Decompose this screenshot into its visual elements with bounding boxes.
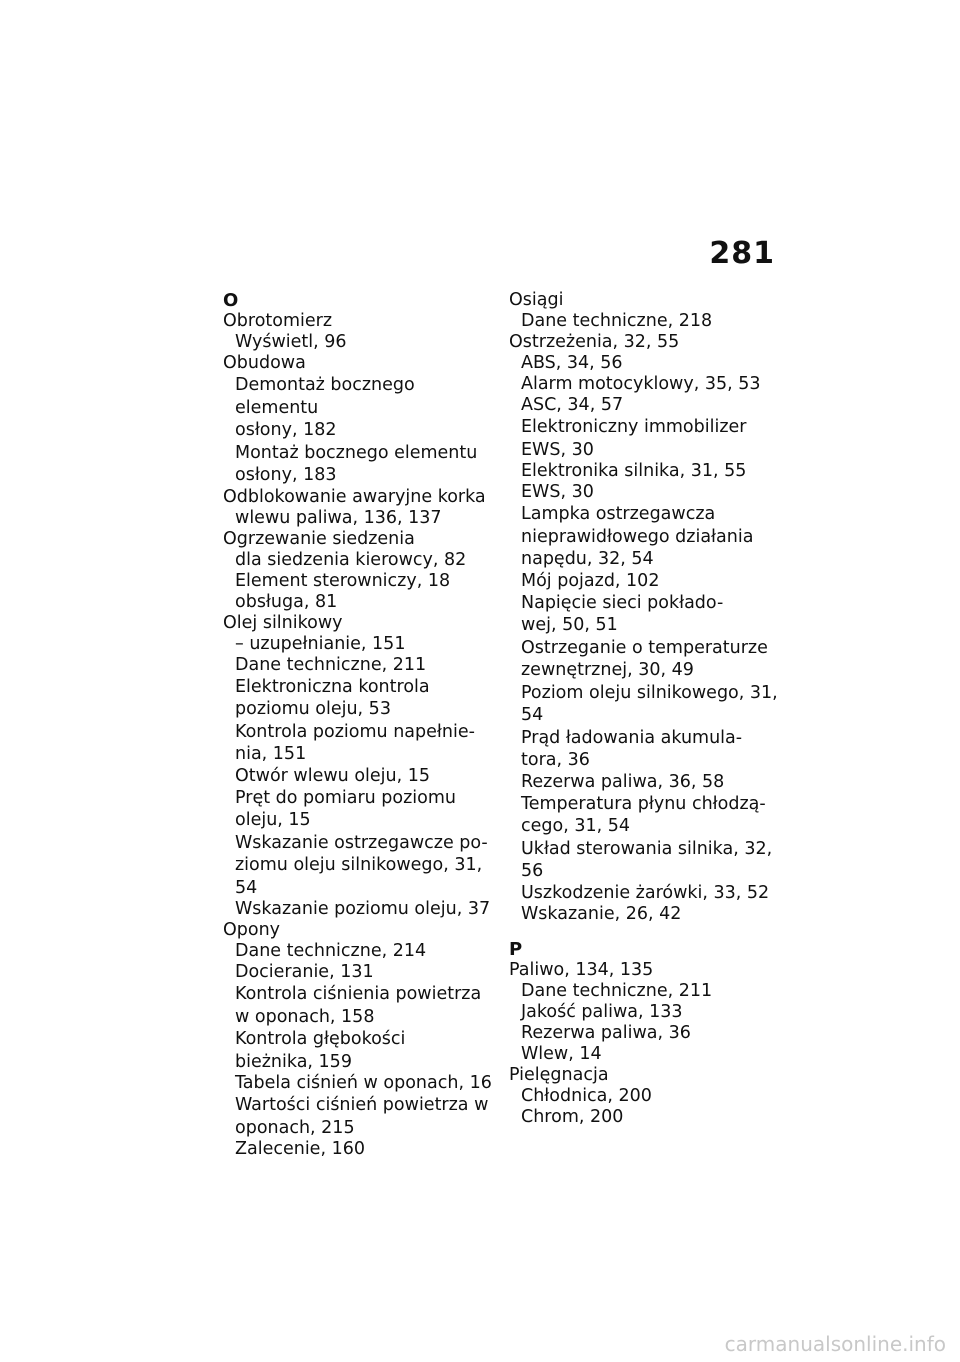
index-subentry-list — [509, 1086, 784, 1128]
index-subentry: obsługa, 81 — [235, 591, 338, 612]
index-subentry: Napięcie sieci pokłado- wej, 50, 51 — [521, 592, 724, 635]
index-entry — [223, 613, 498, 921]
index-subentry-list — [223, 374, 498, 487]
index-letter-heading: P — [509, 938, 523, 960]
index-subentry: wlewu paliwa, 136, 137 — [235, 507, 442, 528]
index-entry — [509, 290, 784, 332]
index-subentry-list — [223, 550, 498, 613]
index-entry-heading: Odblokowanie awaryjne korka — [223, 486, 486, 507]
index-subentry: EWS, 30 — [521, 482, 594, 502]
page-number: 281 — [709, 236, 775, 271]
index-subentry: Wskazanie ostrzegawcze po- ziomu oleju silnikowego, 31, 54 — [235, 832, 488, 898]
index-subentry: Prąd ładowania akumula- tora, 36 — [521, 727, 743, 770]
index-subentry: Dane techniczne, 211 — [521, 980, 713, 1001]
index-subentry: Kontrola ciśnienia powietrza w oponach, 158 — [235, 984, 482, 1027]
index-subentry: Demontaż bocznego elementu osłony, 182 — [235, 375, 415, 440]
index-subentry: Wartości ciśnień powietrza w oponach, 215 — [235, 1095, 489, 1138]
index-subentry: Ostrzeganie o temperaturze zewnętrznej, 30, 49 — [521, 637, 768, 680]
index-subentry: ABS, 34, 56 — [521, 353, 623, 373]
index-subentry: Otwór wlewu oleju, 15 — [235, 765, 431, 786]
index-subentry: Rezerwa paliwa, 36, 58 — [521, 771, 725, 792]
index-subentry: Chłodnica, 200 — [521, 1085, 652, 1106]
index-subentry: Układ sterowania silnika, 32, 56 — [521, 838, 773, 881]
index-entry-heading: Olej silnikowy — [223, 612, 343, 633]
index-subentry: Kontrola głębokości bieżnika, 159 — [235, 1029, 406, 1072]
index-subentry-list — [509, 981, 784, 1065]
index-subentry: Uszkodzenie żarówki, 33, 52 — [521, 882, 770, 903]
index-column-right — [509, 290, 784, 1128]
index-entry-heading: Obudowa — [223, 353, 306, 373]
index-subentry: Wskazanie, 26, 42 — [521, 903, 682, 924]
index-entry-heading: Osiągi — [509, 290, 564, 310]
watermark-footer: carmanualsonline.info — [724, 1332, 946, 1356]
index-subentry: Docieranie, 131 — [235, 962, 374, 982]
index-subentry-list — [223, 332, 498, 353]
index-subentry-list — [223, 508, 498, 529]
index-subentry: Mój pojazd, 102 — [521, 570, 660, 591]
index-subentry: Zalecenie, 160 — [235, 1139, 365, 1159]
index-subentry: Chrom, 200 — [521, 1106, 624, 1127]
index-entry — [223, 311, 498, 353]
index-subentry: Tabela ciśnień w oponach, 16 — [235, 1073, 492, 1093]
index-subentry-list — [223, 634, 498, 921]
index-subentry: dla siedzenia kierowcy, 82 — [235, 549, 467, 570]
index-subentry-list — [223, 941, 498, 1160]
index-subentry: Elektroniczna kontrola poziomu oleju, 53 — [235, 676, 430, 719]
index-subentry: Montaż bocznego elementu osłony, 183 — [235, 442, 478, 485]
index-entry-heading: Ostrzeżenia, 32, 55 — [509, 332, 680, 352]
index-subentry-list — [509, 311, 784, 332]
index-entry — [223, 353, 498, 487]
index-subentry: Pręt do pomiaru poziomu oleju, 15 — [235, 787, 457, 830]
index-entry — [223, 920, 498, 1160]
index-subentry: – uzupełnianie, 151 — [235, 633, 406, 654]
index-subentry: Dane techniczne, 218 — [521, 311, 713, 331]
index-entry — [223, 529, 498, 613]
index-entry-heading: Pielęgnacja — [509, 1064, 609, 1085]
index-entry-heading: Paliwo, 134, 135 — [509, 959, 654, 980]
index-subentry: Poziom oleju silnikowego, 31, 54 — [521, 682, 778, 725]
index-subentry: Lampka ostrzegawcza nieprawidłowego działania napędu, 32, 54 — [521, 504, 754, 569]
index-subentry: Wskazanie poziomu oleju, 37 — [235, 899, 491, 919]
index-subentry: ASC, 34, 57 — [521, 395, 624, 415]
index-subentry-list — [509, 353, 784, 925]
index-subentry: Wlew, 14 — [521, 1043, 602, 1064]
index-entry-heading: Ogrzewanie siedzenia — [223, 528, 415, 549]
index-subentry: Alarm motocyklowy, 35, 53 — [521, 374, 761, 394]
index-entry — [509, 332, 784, 925]
index-column-left — [223, 290, 498, 1160]
index-entry-heading: Obrotomierz — [223, 311, 333, 331]
index-letter-heading: O — [223, 290, 239, 311]
index-subentry: Dane techniczne, 211 — [235, 654, 427, 675]
index-subentry: Rezerwa paliwa, 36 — [521, 1022, 691, 1043]
index-subentry: Dane techniczne, 214 — [235, 941, 427, 961]
index-entry — [509, 960, 784, 1065]
index-subentry: Kontrola poziomu napełnie- nia, 151 — [235, 721, 475, 764]
index-subentry: Wyświetl, 96 — [235, 332, 347, 352]
index-entry — [509, 1065, 784, 1128]
index-subentry: Elektronika silnika, 31, 55 — [521, 461, 747, 481]
index-entry-heading: Opony — [223, 920, 281, 940]
index-subentry: Temperatura płynu chłodzą- cego, 31, 54 — [521, 793, 766, 836]
index-subentry: Jakość paliwa, 133 — [521, 1001, 683, 1022]
index-entry — [223, 487, 498, 529]
index-subentry: Elektroniczny immobilizer EWS, 30 — [521, 417, 747, 460]
index-subentry: Element sterowniczy, 18 — [235, 570, 451, 591]
